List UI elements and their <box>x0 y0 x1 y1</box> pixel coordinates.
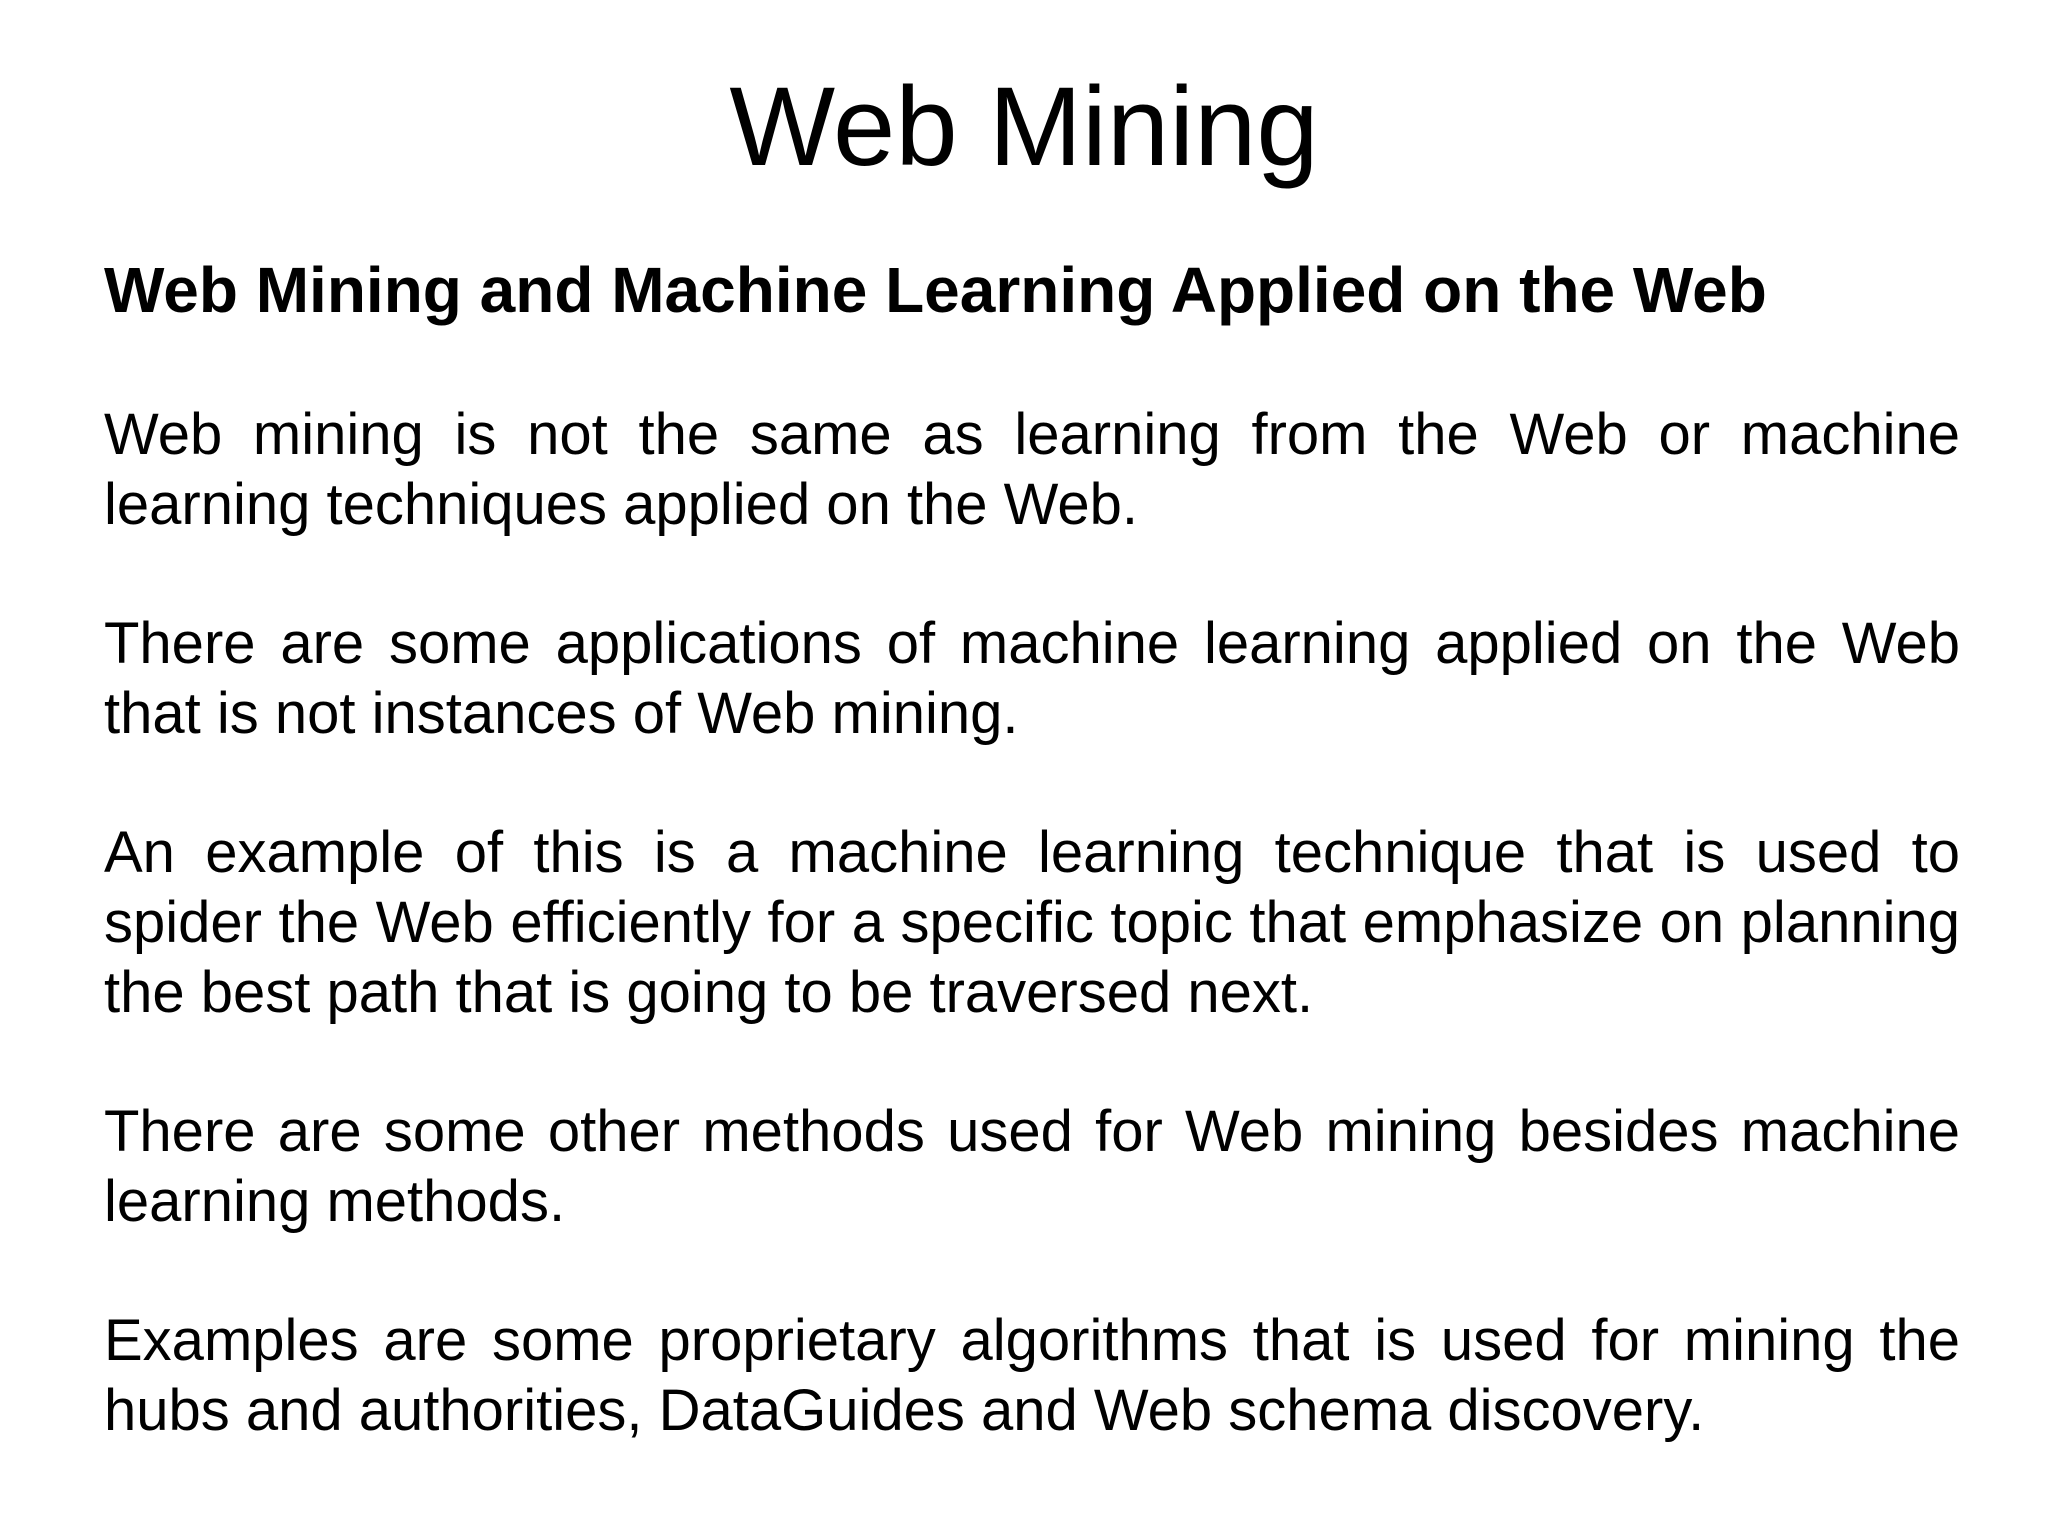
slide-title: Web Mining <box>729 64 1319 189</box>
slide-body <box>104 250 1960 1515</box>
paragraph-4: There are some other methods used for Web mining besides machine learning methods. <box>104 1099 1960 1234</box>
slide-subtitle: Web Mining and Machine Learning Applied on the Web <box>104 254 1767 326</box>
paragraph-1: Web mining is not the same as learning from the Web or machine learning techniques applied on the Web. <box>104 402 1960 537</box>
paragraph-5: Examples are some proprietary algorithms that is used for mining the hubs and authorities, DataGuides and Web schema discovery. <box>104 1308 1960 1443</box>
paragraph-3: An example of this is a machine learning technique that is used to spider the Web efficiently for a specific topic that emphasize on planning the best path that is going to be traversed next. <box>104 820 1960 1025</box>
paragraph-2: There are some applications of machine learning applied on the Web that is not instances of Web mining. <box>104 611 1960 746</box>
